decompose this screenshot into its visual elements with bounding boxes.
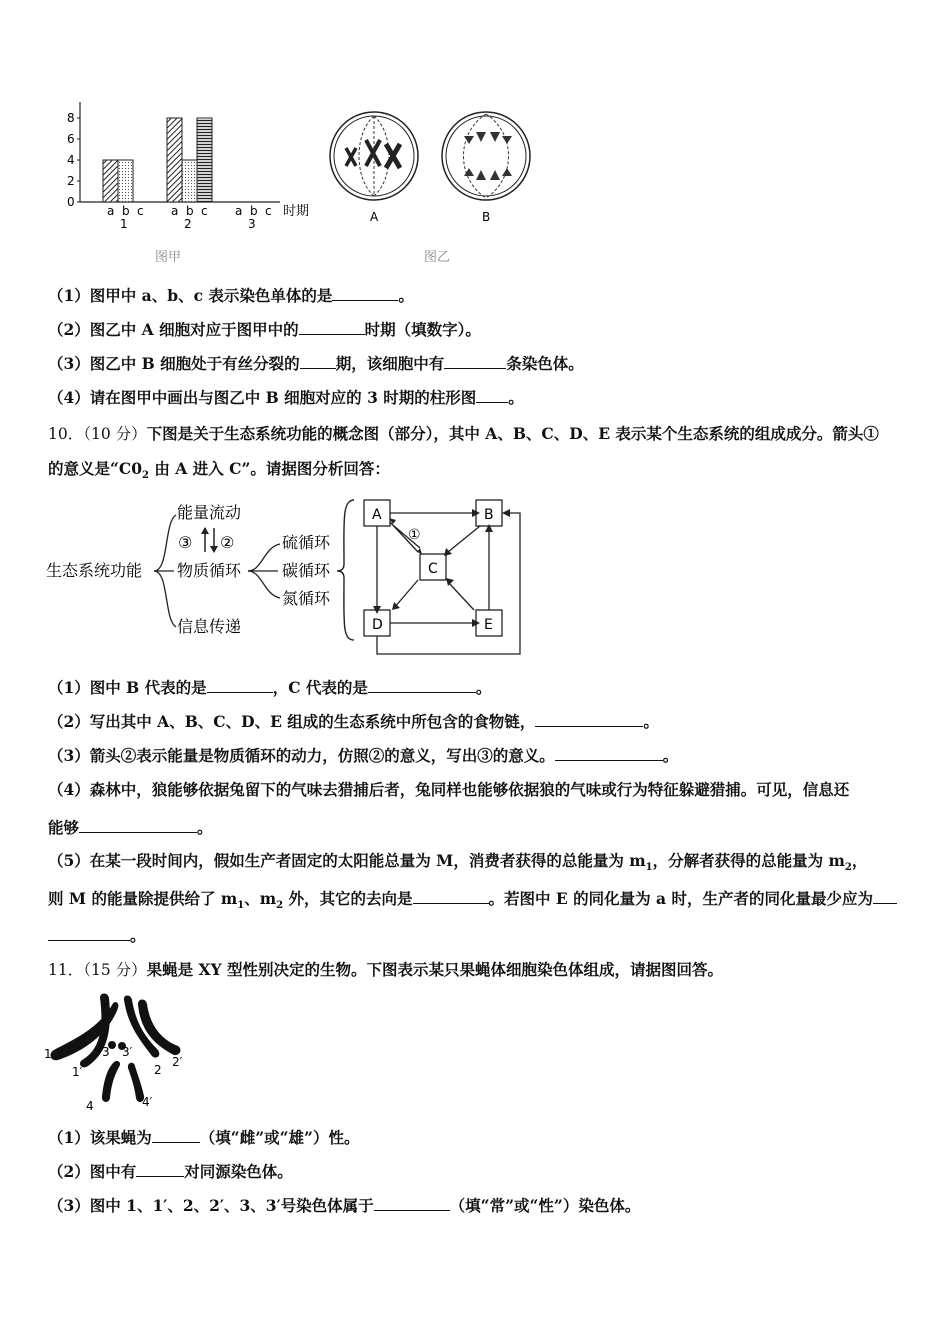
q9-s1-end: 。 [398,286,414,305]
q10-sub1 [48,678,491,698]
q9-s3-end: 条染色体。 [506,354,584,373]
answer-blank[interactable] [374,1196,450,1211]
x-period-label: 3 [248,217,256,231]
q10-s2-end: 。 [643,712,659,731]
q10-stem-line2 [48,459,390,486]
label-3-prime: 3′ [122,1045,133,1059]
label-2: 2 [154,1063,162,1077]
answer-blank[interactable] [555,746,663,761]
answer-blank[interactable] [332,286,398,301]
x-series-letter: a [235,204,243,218]
x-series-letter: c [201,204,208,218]
q10-s5b-sub: 2 [276,900,284,912]
info-transfer-node: 信息传递 [177,617,242,636]
q10-sub2 [48,712,659,732]
q9-s2-text: （2）图乙中 A 细胞对应于图甲中的 [48,320,299,339]
q11-sub1 [48,1128,359,1148]
node-e: E [484,617,493,633]
q10-s4-cont: 能够 [48,818,80,837]
q9-sub1 [48,286,414,306]
x-axis-label: 时期 [283,204,310,219]
answer-blank[interactable] [79,818,197,833]
q10-stem2a: 的意义是“C0 [48,459,143,478]
chromosome-2-prime [138,1000,180,1056]
y-tick-label: 4 [67,153,75,167]
q9-s3-text: （3）图乙中 B 细胞处于有丝分裂的 [48,354,300,373]
root-node: 生态系统功能 [46,561,143,580]
label-4-prime: 4′ [142,1095,153,1109]
label-2-prime: 2′ [172,1055,183,1069]
energy-flow-node: 能量流动 [177,503,242,522]
q10-s5-end: ， [851,851,868,870]
q11-s1-text: （1）该果蝇为 [48,1128,152,1147]
q10-stem2b: 由 A 进入 C”。请据图分析回答： [149,459,390,478]
x-period-label: 2 [184,217,192,231]
arrow-2-label: ② [220,533,235,552]
q10-s5b-text4: 。若图中 E 的同化量为 a 时，生产者的同化量最少应为 [488,889,873,908]
q11-s3-end: （填“常”或“性”）染色体。 [449,1196,641,1215]
y-tick-label: 2 [67,174,75,188]
q10-sub4-line1 [48,780,849,800]
q9-s1-text: （1）图甲中 a、b、c 表示染色单体的是 [48,286,333,305]
answer-blank[interactable] [368,678,476,693]
q10-stem-line1 [48,424,879,444]
q11-score: （15 分） [83,961,147,979]
q10-s5b-text2: 、m [244,889,277,908]
q10-sub4-line2 [48,818,213,838]
q9-s4-text: （4）请在图甲中画出与图乙中 B 细胞对应的 3 时期的柱形图 [48,388,477,407]
node-a: A [372,507,382,523]
q10-s3-text: （3）箭头②表示能量是物质循环的动力，仿照②的意义，写出③的意义。 [48,746,555,765]
cell-a-drawing [330,112,418,200]
answer-blank[interactable] [136,1162,184,1177]
answer-blank[interactable] [444,354,506,369]
answer-blank[interactable] [48,926,130,941]
q10-s2-text: （2）写出其中 A、B、C、D、E 组成的生态系统中所包含的食物链， [48,712,536,731]
x-series-letter: a [171,204,179,218]
figure-yi-cells [326,108,536,228]
q10-s1-end: 。 [475,678,492,697]
bar-b-period-1 [118,160,133,202]
q11-sub2 [48,1162,293,1182]
q9-s4-end: 。 [508,388,524,407]
q11-stem [48,960,723,980]
q11-number: 11． [48,961,84,979]
q11-sub3 [48,1196,640,1216]
cell-b-label: B [482,210,491,224]
q10-s4-end: 。 [197,818,213,837]
q9-s3-mid: 期，该细胞中有 [335,354,445,373]
concept-diagram [44,492,534,662]
caption-yi: 图乙 [424,250,451,265]
q10-sub3 [48,746,678,766]
x-series-letter: c [137,204,144,218]
q11-s3-text: （3）图中 1、1′、2、2′、3、3′号染色体属于 [48,1196,374,1215]
arrow-1-label: ① [408,527,421,543]
q10-sub5-line2 [48,889,897,916]
answer-blank[interactable] [207,678,273,693]
q11-s2-end: 对同源染色体。 [184,1162,293,1181]
q10-s5b-text: 则 M 的能量除提供给了 m [48,889,238,908]
x-series-letter: b [186,204,194,218]
y-tick-label: 8 [67,111,75,125]
label-3: 3 [102,1045,110,1059]
q10-s4-text: （4）森林中，狼能够依据兔留下的气味去猎捕后者，兔同样也能够依据狼的气味或行为特征躲避猎捕。可见，信息还 [48,780,850,799]
q10-s5c-end: 。 [130,926,146,945]
q9-sub4 [48,388,524,408]
q10-sub5-line3 [48,926,146,946]
bar-a-period-1 [103,160,118,202]
x-series-letter: b [122,204,130,218]
matter-cycle-node: 物质循环 [177,561,242,580]
carbon-cycle: 碳循环 [282,561,331,580]
figure-jia-bar-chart [55,98,325,233]
q10-s3-end: 。 [662,746,679,765]
q10-s1-mid: ，C 代表的是 [272,678,368,697]
q9-sub2 [48,320,481,340]
answer-blank[interactable] [535,712,643,727]
q10-s5b-text3: 外，其它的去向是 [283,889,413,908]
x-period-label: 1 [120,217,128,231]
q10-s1-text: （1）图中 B 代表的是 [48,678,207,697]
label-1-prime: 1′ [72,1065,83,1079]
y-tick-label: 6 [67,132,75,146]
bar-c-period-2 [197,118,212,202]
q10-s5-text: （5）在某一段时间内，假如生产者固定的太阳能总量为 M，消费者获得的总能量为 m [48,851,646,870]
node-c: C [428,561,438,577]
y-tick-label: 0 [67,195,75,209]
x-series-letter: c [265,204,272,218]
node-d: D [372,617,383,633]
answer-blank[interactable] [152,1128,200,1143]
q10-number: 10． [48,425,84,443]
sulfur-cycle: 硫循环 [282,533,331,552]
q10-stem2-sub: 2 [142,470,150,482]
bar-b-period-2 [182,160,197,202]
q10-s5b-sub: 1 [237,900,245,912]
answer-blank[interactable] [300,354,336,369]
q9-sub3 [48,354,584,374]
q10-score: （10 分） [83,425,147,443]
bar-a-period-2 [167,118,182,202]
answer-blank[interactable] [299,320,365,335]
fruit-fly-chromosomes [42,990,202,1115]
q10-s5-sub: 1 [645,862,653,874]
answer-blank[interactable] [873,889,897,904]
chromosome-4 [102,1061,120,1102]
label-1: 1 [44,1047,52,1061]
nitrogen-cycle: 氮循环 [282,589,331,608]
q10-sub5-line1 [48,851,867,878]
q10-stem1: 下图是关于生态系统功能的概念图（部分），其中 A、B、C、D、E 表示某个生态系统的组成成分。箭头① [146,424,879,443]
x-series-letter: b [250,204,258,218]
q10-s5-mid: ，分解者获得的总能量为 m [652,851,845,870]
node-b: B [484,507,494,523]
cell-a-label: A [370,210,379,224]
caption-jia: 图甲 [155,250,182,265]
q11-stem-text: 果蝇是 XY 型性别决定的生物。下图表示某只果蝇体细胞染色体组成，请据图回答。 [146,960,724,979]
arrow-3-label: ③ [178,533,193,552]
answer-blank[interactable] [413,889,489,904]
cell-b-drawing [442,112,530,200]
label-4: 4 [86,1099,94,1113]
q10-s5-sub: 2 [844,862,852,874]
q11-s1-end: （填“雌”或“雄”）性。 [199,1128,360,1147]
q9-s2-end: 时期（填数字）。 [364,320,481,339]
x-series-letter: a [107,204,115,218]
q11-s2-text: （2）图中有 [48,1162,137,1181]
answer-blank[interactable] [476,388,508,403]
